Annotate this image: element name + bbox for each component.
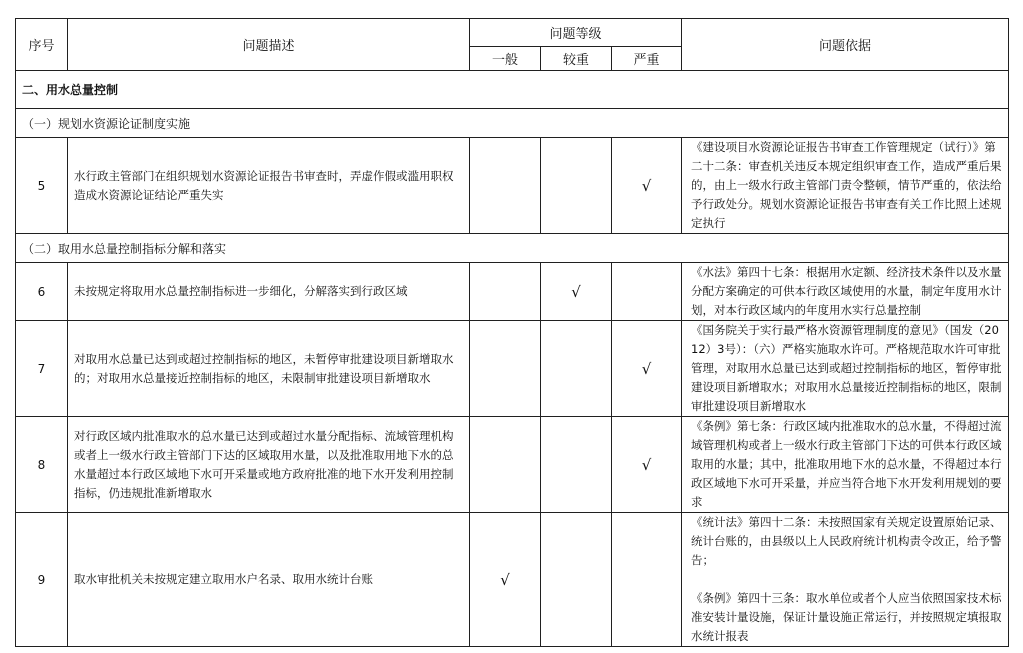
- section-title-main: 二、用水总量控制: [16, 71, 1009, 109]
- level-cell-general: [470, 263, 541, 321]
- row-basis: 《水法》第四十七条：根据用水定额、经济技术条件以及水量分配方案确定的可供本行政区域使用的水量，制定年度用水计划，对本行政区域内的年度用水实行总量控制: [682, 263, 1009, 321]
- table-row: [16, 513, 1009, 647]
- section-row-sub1: [16, 109, 1009, 138]
- table-row: [16, 417, 1009, 513]
- paragraph-gap: [691, 570, 1002, 589]
- check-mark-icon: √: [641, 359, 652, 378]
- row-number: 5: [16, 138, 68, 234]
- section-title-sub2: （二）取用水总量控制指标分解和落实: [16, 234, 1009, 263]
- level-cell-serious: [541, 321, 612, 417]
- header-description: 问题描述: [68, 19, 470, 71]
- level-cell-serious: [541, 513, 612, 647]
- check-mark-icon: √: [641, 455, 652, 474]
- row-number: 6: [16, 263, 68, 321]
- row-basis: [682, 513, 1009, 647]
- level-cell-serious: [541, 138, 612, 234]
- row-description: 水行政主管部门在组织规划水资源论证报告书审查时，弄虚作假或滥用职权造成水资源论证结论严重失实: [68, 138, 470, 234]
- table-row: [16, 263, 1009, 321]
- header-level-serious: 较重: [541, 47, 612, 71]
- row-basis: 《国务院关于实行最严格水资源管理制度的意见》（国发（2012）3号）：（六）严格实施取水许可。严格规范取水许可审批管理，对取用水总量已达到或超过控制指标的地区，暂停审批建设项目新增取水；对取用水总量接近控制指标的地区，限制审批建设项目新增取水: [682, 321, 1009, 417]
- section-title-sub1: （一）规划水资源论证制度实施: [16, 109, 1009, 138]
- level-cell-severe: [612, 321, 682, 417]
- check-mark-icon: √: [500, 570, 510, 589]
- basis-paragraph: 《条例》第四十三条：取水单位或者个人应当依照国家技术标准安装计量设施，保证计量设施正常运行，并按照规定填报取水统计报表: [691, 591, 1002, 643]
- header-no: 序号: [16, 19, 68, 71]
- row-description: 对行政区域内批准取水的总水量已达到或超过水量分配指标、流域管理机构或者上一级水行政主管部门下达的区域取用水量，以及批准取用地下水的总水量超过本行政区域地下水可开采量或地方政府批准的地下水开发利用控制指标，仍违规批准新增取水: [68, 417, 470, 513]
- row-basis: 《条例》第七条：行政区域内批准取水的总水量，不得超过流域管理机构或者上一级水行政主管部门下达的可供本行政区域取用的水量；其中，批准取用地下水的总水量，不得超过本行政区域地下水可开采量，并应当符合地下水开发利用规划的要求: [682, 417, 1009, 513]
- table-row: [16, 138, 1009, 234]
- level-cell-severe: [612, 138, 682, 234]
- row-description: 未按规定将取用水总量控制指标进一步细化，分解落实到行政区域: [68, 263, 470, 321]
- section-row-sub2: [16, 234, 1009, 263]
- row-description: 取水审批机关未按规定建立取用水户名录、取用水统计台账: [68, 513, 470, 647]
- level-cell-severe: [612, 513, 682, 647]
- level-cell-general: [470, 138, 541, 234]
- basis-paragraph: 《统计法》第四十二条：未按照国家有关规定设置原始记录、统计台账的，由县级以上人民政府统计机构责令改正，给予警告；: [691, 515, 1002, 567]
- row-basis: 《建设项目水资源论证报告书审查工作管理规定（试行）》第二十二条：审查机关违反本规定组织审查工作，造成严重后果的，由上一级水行政主管部门责令整顿，情节严重的，依法给予行政处分。规划水资源论证报告书审查有关工作比照上述规定执行: [682, 138, 1009, 234]
- header-level: 问题等级: [470, 19, 682, 47]
- row-number: 9: [16, 513, 68, 647]
- row-number: 8: [16, 417, 68, 513]
- header-level-general: 一般: [470, 47, 541, 71]
- table-row: [16, 321, 1009, 417]
- header-row-1: [16, 19, 1009, 47]
- level-cell-severe: [612, 417, 682, 513]
- row-number: 7: [16, 321, 68, 417]
- issue-table: [15, 18, 1009, 647]
- row-description: 对取用水总量已达到或超过控制指标的地区，未暂停审批建设项目新增取水的；对取用水总量接近控制指标的地区，未限制审批建设项目新增取水: [68, 321, 470, 417]
- level-cell-general: [470, 417, 541, 513]
- section-row-main: [16, 71, 1009, 109]
- level-cell-serious: [541, 417, 612, 513]
- level-cell-severe: [612, 263, 682, 321]
- check-mark-icon: √: [571, 282, 581, 301]
- level-cell-general: [470, 321, 541, 417]
- level-cell-serious: [541, 263, 612, 321]
- header-basis: 问题依据: [682, 19, 1009, 71]
- header-level-severe: 严重: [612, 47, 682, 71]
- check-mark-icon: √: [641, 176, 652, 195]
- level-cell-general: [470, 513, 541, 647]
